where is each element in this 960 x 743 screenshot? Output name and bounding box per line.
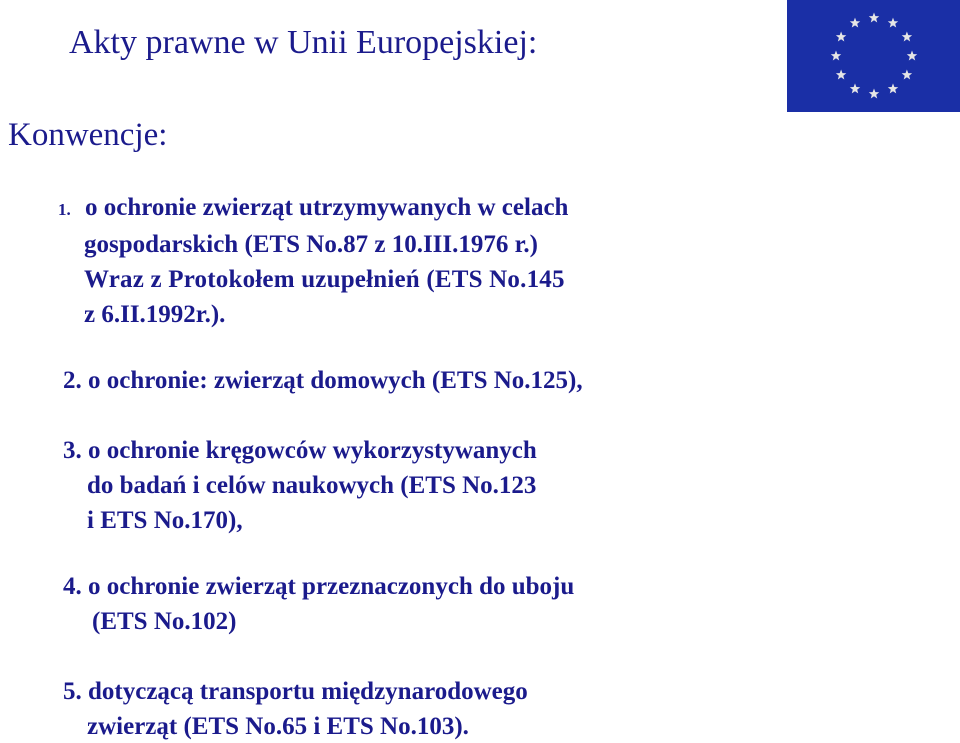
list-item-line: 5. dotyczącą transportu międzynarodowego [63,678,528,705]
list-item [63,363,583,398]
list-item-line: gospodarskich (ETS No.87 z 10.III.1976 r.) [84,231,539,258]
list-item-line: (ETS No.102) [92,608,237,635]
list-item-line: do badań i celów naukowych (ETS No.123 [87,472,537,499]
list-item-number: 1. [58,200,71,219]
list-item-number: 2. [63,367,82,394]
list-item [63,433,537,538]
list-item-line: 4. o ochronie zwierząt przeznaczonych do uboju [63,573,575,600]
page-title: Akty prawne w Unii Europejskiej: [69,24,538,61]
list-item-line: 2. o ochronie: zwierząt domowych (ETS No.125), [63,367,583,394]
eu-flag-icon [787,0,960,112]
list-item-line: Wraz z Protokołem uzupełnień (ETS No.145 [84,266,565,293]
list-item [63,569,574,639]
list-item-line: zwierząt (ETS No.65 i ETS No.103). [87,713,469,740]
list-item-number: 5. [63,678,82,705]
list-item [63,674,528,743]
list-item-number: 4. [63,573,82,600]
list-item-number: 3. [63,437,82,464]
list-item [58,190,569,332]
list-item-line: 1. o ochronie zwierząt utrzymywanych w celach [84,190,568,227]
list-item-line: i ETS No.170), [87,507,243,534]
list-item-line: 3. o ochronie kręgowców wykorzystywanych [63,437,537,464]
list-item-line: z 6.II.1992r.). [84,301,226,328]
section-heading: Konwencje: [8,117,168,153]
